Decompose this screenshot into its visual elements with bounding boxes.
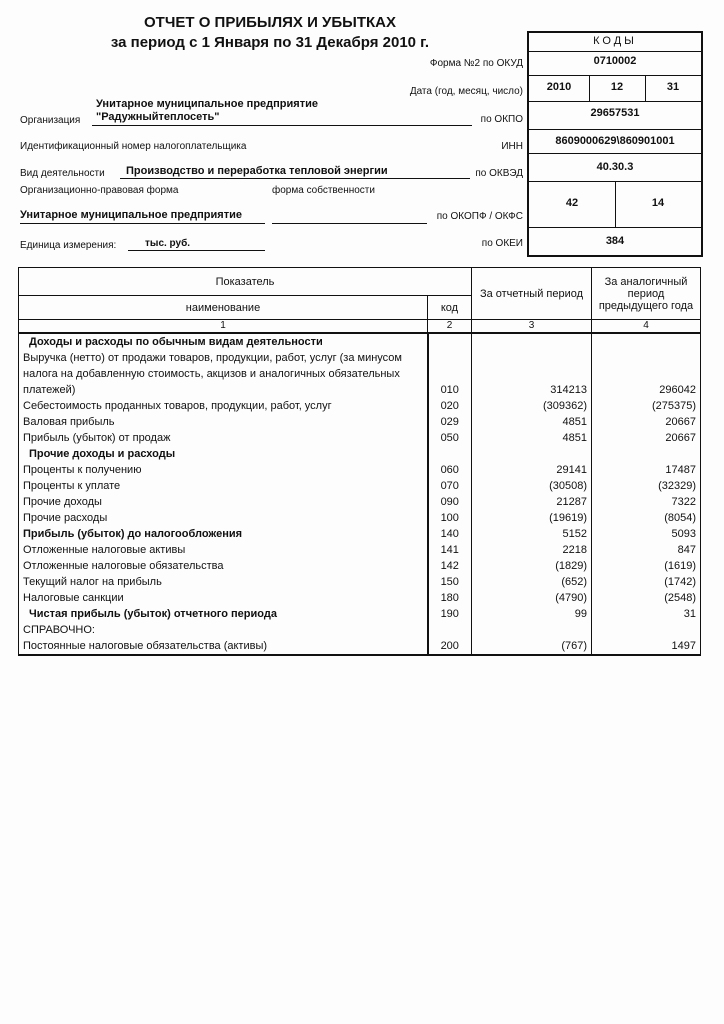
okopf-code: 42: [565, 197, 579, 209]
okud-code: 0710002: [593, 55, 637, 67]
table-row: [19, 494, 701, 510]
row-name: Доходы и расходы по обычным видам деятельности: [19, 333, 428, 350]
inn-code: 8609000629\860901001: [555, 135, 675, 147]
table-row: [19, 430, 701, 446]
row-prev-value: 17487: [592, 462, 701, 478]
header-current: За отчетный период: [472, 268, 592, 320]
row-name: Выручка (нетто) от продажи товаров, продукции, работ, услуг (за минусом налога на добавленную стоимость, акцизов и аналогичных обязательных платежей): [19, 350, 428, 398]
row-code: 150: [428, 574, 472, 590]
row-prev-value: [592, 333, 701, 350]
row-prev-value: (1742): [592, 574, 701, 590]
row-code: [428, 622, 472, 638]
row-current-value: (1829): [472, 558, 592, 574]
row-current-value: 4851: [472, 430, 592, 446]
row-name: СПРАВОЧНО:: [19, 622, 428, 638]
row-prev-value: 20667: [592, 414, 701, 430]
col-num-3: 3: [472, 320, 592, 334]
row-prev-value: 1497: [592, 638, 701, 655]
okei-label: по ОКЕИ: [481, 238, 523, 249]
col-num-1: 1: [19, 320, 428, 334]
legal-form-label: Организационно-правовая форма: [20, 185, 179, 196]
row-current-value: 2218: [472, 542, 592, 558]
row-code: 090: [428, 494, 472, 510]
row-name: Чистая прибыль (убыток) отчетного периода: [19, 606, 428, 622]
row-name: Проценты к уплате: [19, 478, 428, 494]
row-code: 060: [428, 462, 472, 478]
col-num-2: 2: [428, 320, 472, 334]
okfs-code: 14: [651, 197, 665, 209]
table-row: [19, 414, 701, 430]
row-code: 070: [428, 478, 472, 494]
row-current-value: (19619): [472, 510, 592, 526]
row-name: Налоговые санкции: [19, 590, 428, 606]
row-code: 050: [428, 430, 472, 446]
table-row: [19, 446, 701, 462]
col-num-4: 4: [592, 320, 701, 334]
table-row: [19, 333, 701, 350]
okpo-label: по ОКПО: [480, 114, 523, 125]
okved-label: по ОКВЭД: [475, 168, 523, 179]
row-name: Проценты к получению: [19, 462, 428, 478]
row-code: [428, 446, 472, 462]
table-row: [19, 542, 701, 558]
inn-title: Идентификационный номер налогоплательщика: [20, 141, 247, 152]
row-name: Прочие расходы: [19, 510, 428, 526]
report-table: [18, 267, 701, 656]
row-current-value: 99: [472, 606, 592, 622]
table-row: [19, 526, 701, 542]
row-name: Себестоимость проданных товаров, продукции, работ, услуг: [19, 398, 428, 414]
row-current-value: 314213: [472, 350, 592, 398]
row-current-value: 21287: [472, 494, 592, 510]
row-code: 010: [428, 350, 472, 398]
row-current-value: [472, 622, 592, 638]
row-prev-value: 296042: [592, 350, 701, 398]
row-name: Текущий налог на прибыль: [19, 574, 428, 590]
org-label: Организация: [20, 115, 81, 126]
table-row: [19, 638, 701, 655]
table-row: [19, 606, 701, 622]
row-name: Прочие доходы: [19, 494, 428, 510]
row-name: Прибыль (убыток) до налогообложения: [19, 526, 428, 542]
unit-value: тыс. руб.: [145, 238, 191, 249]
row-prev-value: (1619): [592, 558, 701, 574]
legal-form-value: Унитарное муниципальное предприятие: [20, 209, 242, 221]
okei-code: 384: [605, 235, 625, 247]
row-name: Отложенные налоговые обязательства: [19, 558, 428, 574]
row-code: [428, 333, 472, 350]
row-prev-value: 20667: [592, 430, 701, 446]
header-indicator: Показатель: [19, 268, 472, 296]
row-code: 200: [428, 638, 472, 655]
row-current-value: 5152: [472, 526, 592, 542]
table-row: [19, 350, 701, 398]
row-current-value: (30508): [472, 478, 592, 494]
row-current-value: (652): [472, 574, 592, 590]
row-prev-value: (2548): [592, 590, 701, 606]
date-day: 31: [666, 81, 680, 93]
row-name: Отложенные налоговые активы: [19, 542, 428, 558]
row-code: 029: [428, 414, 472, 430]
row-prev-value: [592, 446, 701, 462]
row-current-value: 29141: [472, 462, 592, 478]
row-current-value: 4851: [472, 414, 592, 430]
row-prev-value: 847: [592, 542, 701, 558]
row-prev-value: (32329): [592, 478, 701, 494]
row-prev-value: 5093: [592, 526, 701, 542]
row-code: 141: [428, 542, 472, 558]
row-name: Постоянные налоговые обязательства (активы): [19, 638, 428, 655]
okud-label: Форма №2 по ОКУД: [429, 58, 523, 69]
row-name: Прибыль (убыток) от продаж: [19, 430, 428, 446]
okopf-label: по ОКОПФ / ОКФС: [436, 211, 523, 222]
header-code: код: [428, 296, 472, 320]
codes-heading: КОДЫ: [593, 35, 637, 47]
table-row: [19, 622, 701, 638]
report-period: за период с 1 Января по 31 Декабря 2010 г.: [110, 34, 430, 51]
activity-label: Вид деятельности: [20, 168, 105, 179]
row-current-value: [472, 333, 592, 350]
header-name: наименование: [19, 296, 428, 320]
activity-value: Производство и переработка тепловой энергии: [126, 165, 388, 177]
table-row: [19, 558, 701, 574]
org-name-line2: "Радужныйтеплосеть": [96, 111, 220, 123]
org-name-line1: Унитарное муниципальное предприятие: [96, 98, 318, 110]
table-row: [19, 590, 701, 606]
row-prev-value: (8054): [592, 510, 701, 526]
row-code: 140: [428, 526, 472, 542]
row-code: 100: [428, 510, 472, 526]
table-row: [19, 398, 701, 414]
row-prev-value: (275375): [592, 398, 701, 414]
row-prev-value: [592, 622, 701, 638]
codes-box: [527, 31, 703, 257]
row-code: 020: [428, 398, 472, 414]
row-code: 180: [428, 590, 472, 606]
unit-label: Единица измерения:: [20, 240, 117, 251]
table-row: [19, 510, 701, 526]
row-current-value: (4790): [472, 590, 592, 606]
row-prev-value: 7322: [592, 494, 701, 510]
row-name: Прочие доходы и расходы: [19, 446, 428, 462]
row-name: Валовая прибыль: [19, 414, 428, 430]
ownership-label: форма собственности: [272, 185, 375, 196]
row-prev-value: 31: [592, 606, 701, 622]
header-prev: За аналогичный период предыдущего года: [592, 268, 701, 320]
inn-label: ИНН: [501, 141, 523, 152]
table-row: [19, 574, 701, 590]
row-current-value: (767): [472, 638, 592, 655]
date-month: 12: [610, 81, 624, 93]
row-code: 190: [428, 606, 472, 622]
okpo-code: 29657531: [590, 107, 640, 119]
table-row: [19, 478, 701, 494]
row-current-value: [472, 446, 592, 462]
row-code: 142: [428, 558, 472, 574]
table-row: [19, 462, 701, 478]
date-year: 2010: [546, 81, 572, 93]
row-current-value: (309362): [472, 398, 592, 414]
okved-code: 40.30.3: [596, 161, 634, 173]
report-title: ОТЧЕТ О ПРИБЫЛЯХ И УБЫТКАХ: [144, 14, 396, 31]
date-label: Дата (год, месяц, число): [409, 86, 523, 97]
